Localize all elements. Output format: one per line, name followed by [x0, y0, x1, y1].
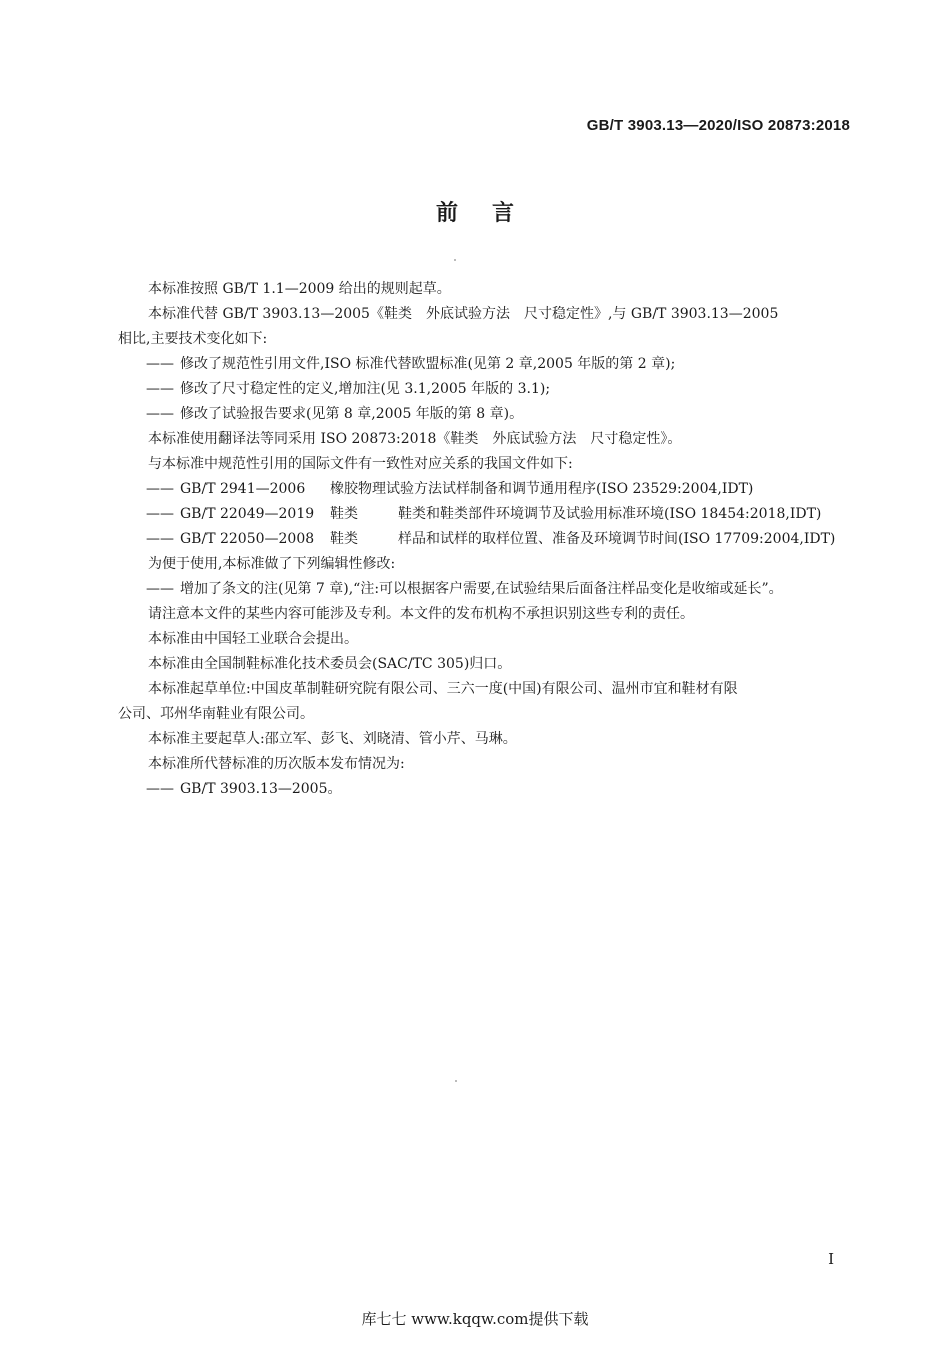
- list-item-reference: [146, 502, 853, 527]
- scan-speck: [455, 1080, 457, 1082]
- paragraph-patent-notice: 请注意本文件的某些内容可能涉及专利。本文件的发布机构不承担识别这些专利的责任。: [148, 606, 694, 622]
- download-footer: 库七七 www.kqqw.com提供下载: [361, 1310, 589, 1328]
- dash-mark: ——: [146, 781, 174, 797]
- paragraph-drafting-units: 本标准起草单位:中国皮革制鞋研究院有限公司、三六一度(中国)有限公司、温州市宜和鞋材有限: [148, 681, 738, 697]
- list-item-text: 增加了条文的注(见第 7 章),“注:可以根据客户需要,在试验结果后面备注样品变化是收缩或延长”。: [180, 581, 783, 597]
- reference-category: 鞋类: [330, 506, 358, 522]
- dash-mark: ——: [146, 381, 174, 397]
- list-item-change: [146, 402, 853, 427]
- scan-speck: [454, 259, 456, 261]
- paragraph-replacement: 本标准代替 GB/T 3903.13—2005《鞋类 外底试验方法 尺寸稳定性》,与 GB/T 3903.13—2005: [148, 306, 779, 322]
- list-item-text: GB/T 3903.13—2005。: [180, 781, 342, 797]
- foreword-body: [118, 277, 853, 802]
- reference-title: 橡胶物理试验方法试样制备和调节通用程序(ISO 23529:2004,IDT): [330, 481, 754, 497]
- list-item-text: 修改了试验报告要求(见第 8 章,2005 年版的第 8 章)。: [180, 406, 524, 422]
- list-item-reference: [146, 477, 853, 502]
- dash-mark: ——: [146, 356, 174, 372]
- paragraph-history: 本标准所代替标准的历次版本发布情况为:: [148, 756, 405, 772]
- reference-category: 鞋类: [330, 531, 358, 547]
- list-item-change: [146, 377, 853, 402]
- dash-mark: ——: [146, 406, 174, 422]
- list-item-history: [146, 777, 853, 802]
- page-title: 前言: [435, 201, 548, 226]
- paragraph-replacement-cont: 相比,主要技术变化如下:: [118, 331, 268, 347]
- paragraph-proposed-by: 本标准由中国轻工业联合会提出。: [148, 631, 358, 647]
- list-item-change: [146, 352, 853, 377]
- dash-mark: ——: [146, 481, 174, 497]
- reference-title: 鞋类和鞋类部件环境调节及试验用标准环境(ISO 18454:2018,IDT): [398, 506, 822, 522]
- standard-code: GB/T 3903.13—2020/ISO 20873:2018: [586, 117, 850, 134]
- paragraph-under-jurisdiction: 本标准由全国制鞋标准化技术委员会(SAC/TC 305)归口。: [148, 656, 512, 672]
- reference-code: GB/T 22049—2019: [180, 506, 315, 522]
- paragraph-drafters: 本标准主要起草人:邵立军、彭飞、刘晓清、管小芹、马琳。: [148, 731, 517, 747]
- list-item-text: 修改了尺寸稳定性的定义,增加注(见 3.1,2005 年版的 3.1);: [180, 381, 551, 397]
- paragraph-drafting-rules: 本标准按照 GB/T 1.1—2009 给出的规则起草。: [148, 281, 451, 297]
- paragraph-editorial: 为便于使用,本标准做了下列编辑性修改:: [148, 556, 396, 572]
- paragraph-corresponding-docs: 与本标准中规范性引用的国际文件有一致性对应关系的我国文件如下:: [148, 456, 573, 472]
- list-item-text: 修改了规范性引用文件,ISO 标准代替欧盟标准(见第 2 章,2005 年版的第 2 章);: [180, 356, 676, 372]
- list-item-edit: [146, 577, 853, 602]
- reference-code: GB/T 22050—2008: [180, 531, 315, 547]
- page-number: I: [828, 1250, 834, 1268]
- reference-title: 样品和试样的取样位置、准备及环境调节时间(ISO 17709:2004,IDT): [398, 531, 836, 547]
- reference-code: GB/T 2941—2006: [180, 481, 306, 497]
- dash-mark: ——: [146, 506, 174, 522]
- dash-mark: ——: [146, 581, 174, 597]
- list-item-reference: [146, 527, 853, 552]
- paragraph-adoption: 本标准使用翻译法等同采用 ISO 20873:2018《鞋类 外底试验方法 尺寸稳定性》。: [148, 431, 682, 447]
- dash-mark: ——: [146, 531, 174, 547]
- paragraph-drafting-units-cont: 公司、邛州华南鞋业有限公司。: [118, 706, 314, 722]
